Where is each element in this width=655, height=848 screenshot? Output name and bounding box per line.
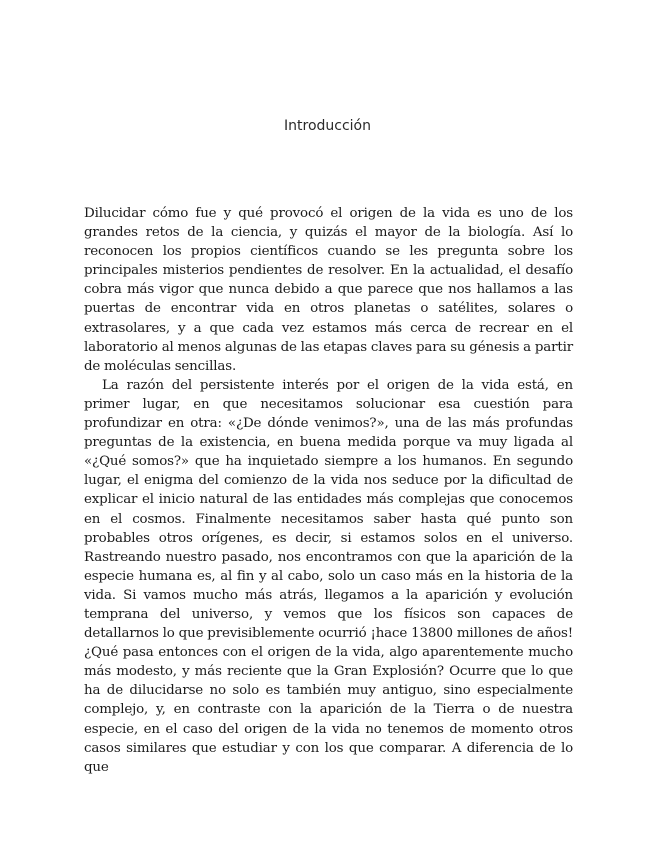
body-text	[84, 204, 573, 777]
chapter-title: Introducción	[284, 118, 371, 134]
paragraph-1: Dilucidar cómo fue y qué provocó el origen de la vida es uno de los grandes retos de la ciencia, y quizás el mayor de la biología. Así lo reconocen los propios científicos cuando se les pregunta sobre los principales misterios pendientes de resolver. En la actualidad, el desafío cobra más vigor que nunca debido a que parece que nos hallamos a las puertas de encontrar vida en otros planetas o satélites, solares o extrasolares, y a que cada vez estamos más cerca de recrear en el laboratorio al menos algunas de las etapas claves para su génesis a partir de moléculas sencillas.	[84, 206, 573, 374]
paragraph-2: La razón del persistente interés por el origen de la vida está, en primer lugar, en que necesitamos solucionar esa cuestión para profundizar en otra: «¿De dónde venimos?», una de las más profundas preguntas de la existencia, en buena medida porque va muy ligada al «¿Qué somos?» que ha inquietado siempre a los humanos. En segundo lugar, el enigma del comienzo de la vida nos seduce por la dificultad de explicar el inicio natural de las entidades más complejas que conocemos en el cosmos. Finalmente necesitamos saber hasta qué punto son probables otros orígenes, es decir, si estamos solos en el universo. Rastreando nuestro pasado, nos encontramos con que la aparición de la especie humana es, al fin y al cabo, solo un caso más en la historia de la vida. Si vamos mucho más atrás, llegamos a la aparición y evolución temprana del universo, y vemos que los físicos son capaces de detallarnos lo que previsiblemente ocurrió ¡hace 13800 millones de años! ¿Qué pasa entonces con el origen de la vida, algo aparentemente mucho más modesto, y más reciente que la Gran Explosión? Ocurre que lo que ha de dilucidarse no solo es también muy antiguo, sino especialmente complejo, y, en contraste con la aparición de la Tierra o de nuestra especie, en el caso del origen de la vida no tenemos de momento otros casos similares que estudiar y con los que comparar. A diferencia de lo que	[84, 377, 573, 775]
